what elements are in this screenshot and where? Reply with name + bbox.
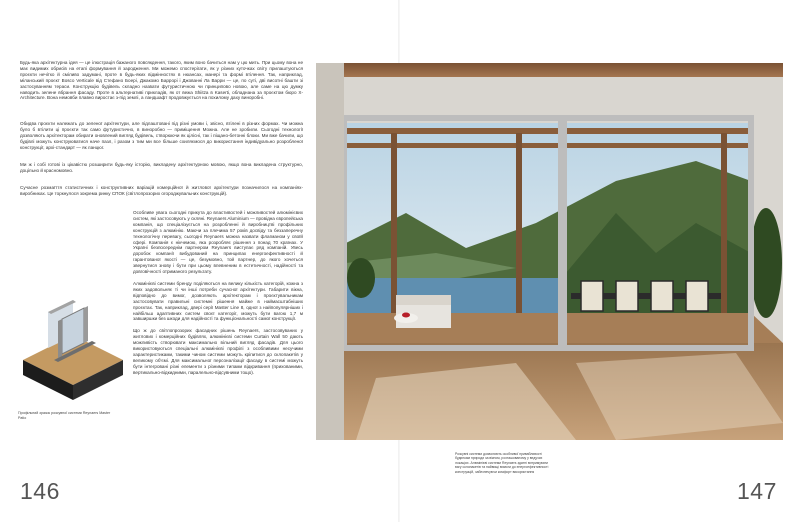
- profile-frame-right: [84, 306, 88, 343]
- potted-tree-right: [750, 208, 782, 318]
- body-paragraph-2: Обидва проєкти належать до зеленої архітектури, але підлаштовані під різні умови і, звісно, втілені в різних формах. Чи можна було б втілити ці проєкти так само футуристично, в виноробно — приміщення Можна. Але не зробили. Сьогодні технології дозволяють архітекторам обирати оновлений вигляд будівель, створюючи як цілісні, так і піщано-бетонні блоки. Ми вже бачили, що будівлі можуть конструюватися наче пазл, і разом з тим ми все більше схиляємося до використання індивідуально розробленої конструкції, архі-стандарт — як ланцюг.: [20, 121, 303, 150]
- intro-paragraph: Будь-яка архітектурна ідея — це ілюстрація бажаного повсякдення, такого, яким воно бачиться нам у цю мить. При цьому вона не має видимих обрисів на етапі формування й зародження. Ми можемо спостерігати, як у різних куточках світу прилаштуються проєкти нечітко й сміливо задумані, проте в будь-яких відмінностях в нюансах, манері та формі втілення. Так, наприклад, міланський проєкт Bosco Verticale від Стефано Боері, Джакомо Баррорі і Джованні Ла Варри — це, по суті, дві висотні башти зі застосуванням тераси. Конструкцію будівель складно назвати футуристичною чи принципово новою, але саме на цю думку наводить зелене вбрання фасаду. Проте в альтернативі прикладів, як от вежа Shiitza в Kaserti, обладнана за проєктом бюро X-Architecture. Вона немовби плавно виростає з-під землі, а ландшафт продовжується на похилому даху виноробні.: [20, 60, 303, 101]
- pergola-post-3: [721, 133, 727, 343]
- red-bowl: [402, 313, 410, 318]
- photo-caption: Розсувні системи дозволяють особливої привабливості будинкам природи за вікном, розташованому у ведучих локаціях. Алюмінієві системи Reynaers здатні витримувати вагу склопакетів та найвищі вимоги до енергоефективності конструкцій, забезпечуючи комфорт використання: [455, 452, 549, 474]
- dining-chair-4: [686, 281, 708, 311]
- dining-chair-1: [581, 281, 603, 311]
- pergola-beam-2: [346, 143, 751, 148]
- column-paragraph-2: Алюмінієві системи бренду поділяються на велику кількість категорій, кожна з яких задовольняє ті чи інші потреби сучасної архітектури. Габарити вікна, відповідно до вимог, дозволяють архітекторам і проєктувальникам застосовувати правильні системні рішення майже в наймасштабніших проєктах. Так, наприклад, двері серії Master Line 8, одної з найпопулярніших і найбільш адаптивних систем своєї категорії, можуть бути вагою 1,7 м завширшки без шкоди для надійності та функціональності самої конструкції.: [133, 280, 303, 322]
- profile-frame-left: [58, 319, 62, 358]
- page-number-left: 146: [20, 478, 60, 504]
- dining-chair-3: [651, 281, 673, 311]
- text-column: [133, 210, 303, 382]
- detail-caption: Профільний зразок розсувної системи Reynaers Master Patio: [18, 411, 111, 420]
- pergola-post-2: [516, 133, 522, 343]
- potted-tree-left: [347, 258, 375, 298]
- profile-detail-illustration: [18, 290, 128, 405]
- body-paragraph-3: Ми ж і собі готові із цікавістю розширити будь-яку історію, викладену архітектурною мовою, якщо вона викладена структурно, доцільно й красномовно.: [20, 162, 303, 173]
- dining-chair-2: [616, 281, 638, 311]
- page-number-right: 147: [737, 478, 777, 504]
- column-paragraph-1: Особливе увага сьогодні прикута до властивостей і можливостей алюмінієвих систем, які застосовують у скляні. Reynaers Aluminium — провідна європейська компанія, що спеціалізується на розробленні й виробництві профільних конструкцій з алюмінію. Маючи за плечима 57 років досвіду та беззаперечну технологічну перевагу, сьогодні Reynaers можна назвати флагманом у своїй сфері. Компанія є нікчемою, яка розробляє рішення з понад 70 країнах. У Україні безпосереднім партнером Reynaers виступає ряд компаній. Увесь доробок компанії вибудований на принципах енергоефективності й гарантованої якості — це, безумовно, той партнер, до якого хочеться звернутися знову і бути при цьому впевненим в естетичності, надійності та довговічності отриманого результату.: [133, 210, 303, 275]
- column-paragraph-3: Що ж до світлопрозорих фасадних рішень Reynaers, застосовуваних у житлових і комерційних будівлях, алюмінієві системи Curtain Wall 50 дають можливість створювати максимально вільний вигляд фасадів. Для цього використовуються спеціальні алюмінієві профілі з особливими несучими характеристиками, такими чином системи можуть кріпитися до склопакетів у великому об'ємі. Для максимальної персоналізації фасаду в системі можуть бути інтегровані різні елементи з різними типами відкривання (прихованими, вертикально-відкидними, паралельно-відсувними тощо).: [133, 328, 303, 375]
- body-paragraph-4: Сучасне розмаїття статистичних і конструктивних варіацій комерційної й житлової архітектури позначилося на компаніях-виробниках. Це торкнулося зокрема ринку СПОК (світлопрозорих огороджувальних конструкцій).: [20, 185, 303, 196]
- sofa-back: [396, 295, 451, 305]
- terrace-photo: [316, 63, 783, 440]
- wall-left: [316, 63, 344, 440]
- wood-ceiling: [316, 63, 783, 77]
- deck-outside: [316, 313, 783, 343]
- pergola-beam-1: [346, 128, 751, 134]
